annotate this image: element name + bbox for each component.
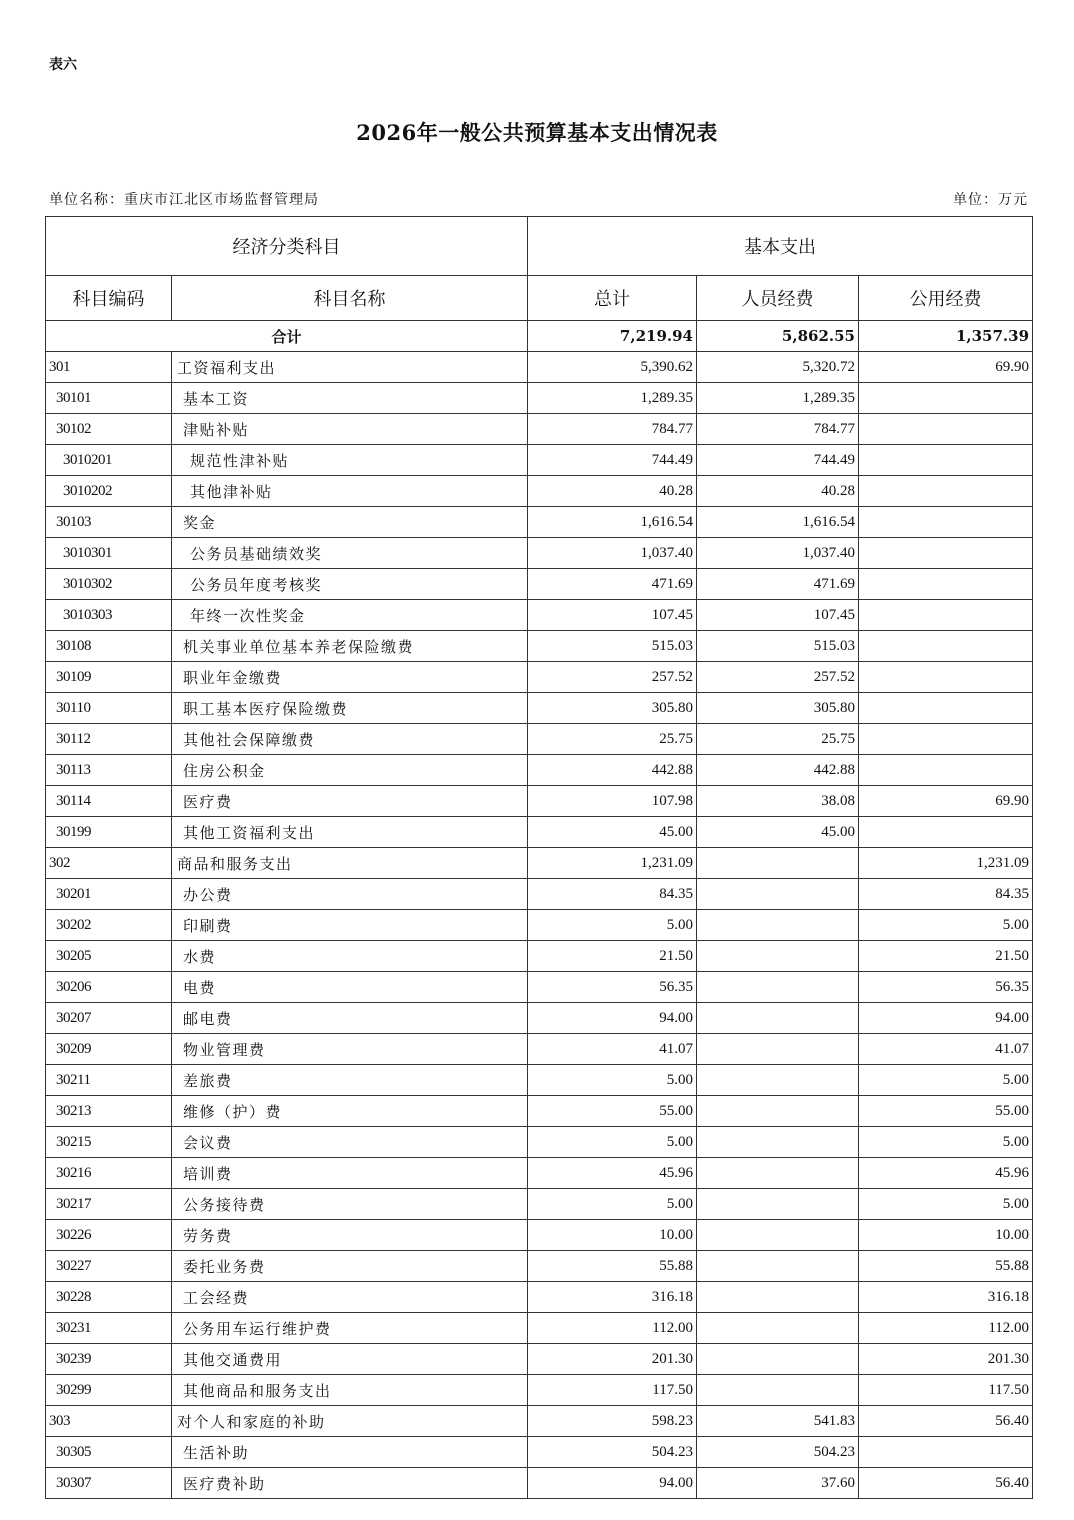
row-public: 84.35	[859, 879, 1033, 910]
row-total: 45.00	[528, 817, 697, 848]
row-name: 奖金	[172, 507, 528, 538]
row-public	[859, 631, 1033, 662]
table-row	[46, 910, 1033, 941]
table-row	[46, 383, 1033, 414]
table-row	[46, 1437, 1033, 1468]
row-public: 5.00	[859, 1065, 1033, 1096]
row-total: 5.00	[528, 910, 697, 941]
row-total: 94.00	[528, 1003, 697, 1034]
row-name: 培训费	[172, 1158, 528, 1189]
row-public: 21.50	[859, 941, 1033, 972]
row-public: 5.00	[859, 1189, 1033, 1220]
row-total: 21.50	[528, 941, 697, 972]
row-name: 医疗费补助	[172, 1468, 528, 1499]
row-code: 302	[46, 848, 172, 879]
row-name: 水费	[172, 941, 528, 972]
table-row	[46, 1313, 1033, 1344]
row-code: 30205	[46, 941, 172, 972]
row-code: 30109	[46, 662, 172, 693]
row-total: 117.50	[528, 1375, 697, 1406]
row-personnel: 257.52	[697, 662, 859, 693]
table-row	[46, 1220, 1033, 1251]
row-total: 316.18	[528, 1282, 697, 1313]
row-total: 56.35	[528, 972, 697, 1003]
row-total: 55.00	[528, 1096, 697, 1127]
row-personnel: 37.60	[697, 1468, 859, 1499]
header-code: 科目编码	[46, 276, 172, 321]
row-code: 3010302	[46, 569, 172, 600]
row-personnel: 515.03	[697, 631, 859, 662]
row-total: 5.00	[528, 1127, 697, 1158]
row-total: 1,231.09	[528, 848, 697, 879]
row-personnel	[697, 879, 859, 910]
row-name: 会议费	[172, 1127, 528, 1158]
row-code: 3010202	[46, 476, 172, 507]
table-row	[46, 879, 1033, 910]
row-name: 公务接待费	[172, 1189, 528, 1220]
header-economic-category: 经济分类科目	[46, 217, 528, 276]
row-name: 劳务费	[172, 1220, 528, 1251]
row-total: 257.52	[528, 662, 697, 693]
table-row	[46, 1034, 1033, 1065]
row-name: 津贴补贴	[172, 414, 528, 445]
table-row	[46, 817, 1033, 848]
row-personnel	[697, 1344, 859, 1375]
row-personnel	[697, 1065, 859, 1096]
row-total: 40.28	[528, 476, 697, 507]
row-personnel: 107.45	[697, 600, 859, 631]
row-total: 744.49	[528, 445, 697, 476]
total-personnel: 5,862.55	[697, 321, 859, 352]
row-personnel	[697, 1096, 859, 1127]
row-code: 30228	[46, 1282, 172, 1313]
total-label: 合计	[46, 321, 528, 352]
row-personnel	[697, 1375, 859, 1406]
row-public: 69.90	[859, 786, 1033, 817]
table-row	[46, 1127, 1033, 1158]
total-total: 7,219.94	[528, 321, 697, 352]
row-name: 维修（护）费	[172, 1096, 528, 1127]
table-row	[46, 1375, 1033, 1406]
row-name: 公务员基础绩效奖	[172, 538, 528, 569]
row-code: 30110	[46, 693, 172, 724]
row-total: 598.23	[528, 1406, 697, 1437]
row-name: 职业年金缴费	[172, 662, 528, 693]
row-code: 30211	[46, 1065, 172, 1096]
row-name: 基本工资	[172, 383, 528, 414]
row-personnel: 442.88	[697, 755, 859, 786]
row-public: 56.40	[859, 1468, 1033, 1499]
row-name: 工资福利支出	[172, 352, 528, 383]
row-name: 工会经费	[172, 1282, 528, 1313]
row-public: 55.88	[859, 1251, 1033, 1282]
row-public	[859, 662, 1033, 693]
row-personnel: 1,289.35	[697, 383, 859, 414]
row-total: 784.77	[528, 414, 697, 445]
row-public: 69.90	[859, 352, 1033, 383]
unit-name: 单位名称：重庆市江北区市场监督管理局	[49, 192, 319, 208]
row-public: 10.00	[859, 1220, 1033, 1251]
table-row	[46, 1189, 1033, 1220]
table-row	[46, 848, 1033, 879]
row-name: 生活补助	[172, 1437, 528, 1468]
row-public	[859, 693, 1033, 724]
row-total: 5.00	[528, 1189, 697, 1220]
row-public	[859, 724, 1033, 755]
row-personnel	[697, 1189, 859, 1220]
row-personnel	[697, 1003, 859, 1034]
row-name: 其他商品和服务支出	[172, 1375, 528, 1406]
row-public: 56.40	[859, 1406, 1033, 1437]
table-row	[46, 1158, 1033, 1189]
row-code: 3010301	[46, 538, 172, 569]
row-code: 30112	[46, 724, 172, 755]
row-code: 30206	[46, 972, 172, 1003]
row-total: 10.00	[528, 1220, 697, 1251]
row-code: 30305	[46, 1437, 172, 1468]
row-personnel: 784.77	[697, 414, 859, 445]
table-row	[46, 1251, 1033, 1282]
row-name: 办公费	[172, 879, 528, 910]
row-public: 1,231.09	[859, 848, 1033, 879]
table-row	[46, 1065, 1033, 1096]
row-code: 30226	[46, 1220, 172, 1251]
row-public	[859, 755, 1033, 786]
row-public	[859, 383, 1033, 414]
row-personnel	[697, 848, 859, 879]
row-name: 物业管理费	[172, 1034, 528, 1065]
row-name: 对个人和家庭的补助	[172, 1406, 528, 1437]
header-personnel: 人员经费	[697, 276, 859, 321]
table-row	[46, 507, 1033, 538]
table-row	[46, 631, 1033, 662]
row-personnel: 504.23	[697, 1437, 859, 1468]
total-row	[46, 321, 1033, 352]
table-row	[46, 445, 1033, 476]
row-code: 30216	[46, 1158, 172, 1189]
row-code: 301	[46, 352, 172, 383]
table-row	[46, 1406, 1033, 1437]
table-row	[46, 352, 1033, 383]
row-personnel: 305.80	[697, 693, 859, 724]
row-public: 45.96	[859, 1158, 1033, 1189]
row-name: 年终一次性奖金	[172, 600, 528, 631]
header-name: 科目名称	[172, 276, 528, 321]
row-name: 机关事业单位基本养老保险缴费	[172, 631, 528, 662]
table-row	[46, 414, 1033, 445]
row-code: 30239	[46, 1344, 172, 1375]
row-code: 30227	[46, 1251, 172, 1282]
row-personnel	[697, 1127, 859, 1158]
row-code: 30108	[46, 631, 172, 662]
row-name: 规范性津补贴	[172, 445, 528, 476]
row-total: 442.88	[528, 755, 697, 786]
row-code: 30307	[46, 1468, 172, 1499]
row-name: 电费	[172, 972, 528, 1003]
row-name: 其他交通费用	[172, 1344, 528, 1375]
row-personnel	[697, 1282, 859, 1313]
table-row	[46, 693, 1033, 724]
row-personnel: 744.49	[697, 445, 859, 476]
row-code: 30299	[46, 1375, 172, 1406]
table-row	[46, 1282, 1033, 1313]
row-personnel: 5,320.72	[697, 352, 859, 383]
row-personnel: 25.75	[697, 724, 859, 755]
row-name: 职工基本医疗保险缴费	[172, 693, 528, 724]
table-row	[46, 476, 1033, 507]
row-code: 30114	[46, 786, 172, 817]
table-row	[46, 600, 1033, 631]
row-code: 30202	[46, 910, 172, 941]
row-total: 1,616.54	[528, 507, 697, 538]
row-total: 25.75	[528, 724, 697, 755]
row-personnel: 541.83	[697, 1406, 859, 1437]
row-personnel	[697, 1220, 859, 1251]
row-code: 30213	[46, 1096, 172, 1127]
table-row	[46, 724, 1033, 755]
header-total: 总计	[528, 276, 697, 321]
header-public: 公用经费	[859, 276, 1033, 321]
row-code: 30103	[46, 507, 172, 538]
table-row	[46, 786, 1033, 817]
row-total: 84.35	[528, 879, 697, 910]
row-code: 30209	[46, 1034, 172, 1065]
row-total: 94.00	[528, 1468, 697, 1499]
table-row	[46, 972, 1033, 1003]
row-total: 1,289.35	[528, 383, 697, 414]
row-code: 30207	[46, 1003, 172, 1034]
row-personnel: 1,037.40	[697, 538, 859, 569]
row-name: 住房公积金	[172, 755, 528, 786]
table-row	[46, 569, 1033, 600]
row-code: 30102	[46, 414, 172, 445]
row-personnel	[697, 1158, 859, 1189]
row-public: 94.00	[859, 1003, 1033, 1034]
row-personnel: 1,616.54	[697, 507, 859, 538]
row-total: 5.00	[528, 1065, 697, 1096]
row-public	[859, 817, 1033, 848]
table-row	[46, 941, 1033, 972]
row-code: 30113	[46, 755, 172, 786]
table-row	[46, 1003, 1033, 1034]
row-total: 112.00	[528, 1313, 697, 1344]
row-name: 差旅费	[172, 1065, 528, 1096]
row-public	[859, 476, 1033, 507]
row-public: 117.50	[859, 1375, 1033, 1406]
row-total: 201.30	[528, 1344, 697, 1375]
row-public: 55.00	[859, 1096, 1033, 1127]
row-total: 5,390.62	[528, 352, 697, 383]
unit-label: 单位：万元	[953, 192, 1028, 208]
row-name: 其他工资福利支出	[172, 817, 528, 848]
row-name: 公务用车运行维护费	[172, 1313, 528, 1344]
row-name: 印刷费	[172, 910, 528, 941]
row-code: 3010201	[46, 445, 172, 476]
row-personnel	[697, 1251, 859, 1282]
row-public	[859, 414, 1033, 445]
row-personnel: 471.69	[697, 569, 859, 600]
row-public: 5.00	[859, 910, 1033, 941]
row-public	[859, 445, 1033, 476]
table-row	[46, 1468, 1033, 1499]
row-code: 303	[46, 1406, 172, 1437]
row-public	[859, 600, 1033, 631]
table-row	[46, 1096, 1033, 1127]
total-public: 1,357.39	[859, 321, 1033, 352]
row-total: 45.96	[528, 1158, 697, 1189]
row-code: 30231	[46, 1313, 172, 1344]
row-code: 30215	[46, 1127, 172, 1158]
row-name: 公务员年度考核奖	[172, 569, 528, 600]
table-row	[46, 755, 1033, 786]
row-code: 30101	[46, 383, 172, 414]
row-total: 515.03	[528, 631, 697, 662]
row-public	[859, 538, 1033, 569]
sheet-label: 表六	[49, 57, 77, 73]
table-row	[46, 538, 1033, 569]
row-total: 471.69	[528, 569, 697, 600]
row-public: 5.00	[859, 1127, 1033, 1158]
row-personnel	[697, 941, 859, 972]
row-personnel: 45.00	[697, 817, 859, 848]
row-name: 商品和服务支出	[172, 848, 528, 879]
row-code: 30201	[46, 879, 172, 910]
row-total: 107.45	[528, 600, 697, 631]
row-public	[859, 569, 1033, 600]
row-public: 56.35	[859, 972, 1033, 1003]
row-public: 41.07	[859, 1034, 1033, 1065]
row-total: 504.23	[528, 1437, 697, 1468]
budget-table	[45, 216, 1033, 1499]
row-code: 3010303	[46, 600, 172, 631]
row-name: 其他社会保障缴费	[172, 724, 528, 755]
row-total: 55.88	[528, 1251, 697, 1282]
row-personnel	[697, 1313, 859, 1344]
row-code: 30199	[46, 817, 172, 848]
row-code: 30217	[46, 1189, 172, 1220]
row-personnel: 40.28	[697, 476, 859, 507]
row-total: 305.80	[528, 693, 697, 724]
row-total: 41.07	[528, 1034, 697, 1065]
row-public: 201.30	[859, 1344, 1033, 1375]
row-total: 1,037.40	[528, 538, 697, 569]
row-personnel: 38.08	[697, 786, 859, 817]
row-personnel	[697, 972, 859, 1003]
table-row	[46, 1344, 1033, 1375]
table-row	[46, 662, 1033, 693]
row-name: 委托业务费	[172, 1251, 528, 1282]
row-personnel	[697, 910, 859, 941]
row-public: 112.00	[859, 1313, 1033, 1344]
header-basic-expenditure: 基本支出	[528, 217, 1033, 276]
row-personnel	[697, 1034, 859, 1065]
row-public	[859, 1437, 1033, 1468]
page-title: 2026年一般公共预算基本支出情况表	[356, 120, 718, 145]
row-public: 316.18	[859, 1282, 1033, 1313]
row-name: 医疗费	[172, 786, 528, 817]
table-body	[46, 352, 1033, 1499]
row-name: 其他津补贴	[172, 476, 528, 507]
row-total: 107.98	[528, 786, 697, 817]
row-name: 邮电费	[172, 1003, 528, 1034]
row-public	[859, 507, 1033, 538]
